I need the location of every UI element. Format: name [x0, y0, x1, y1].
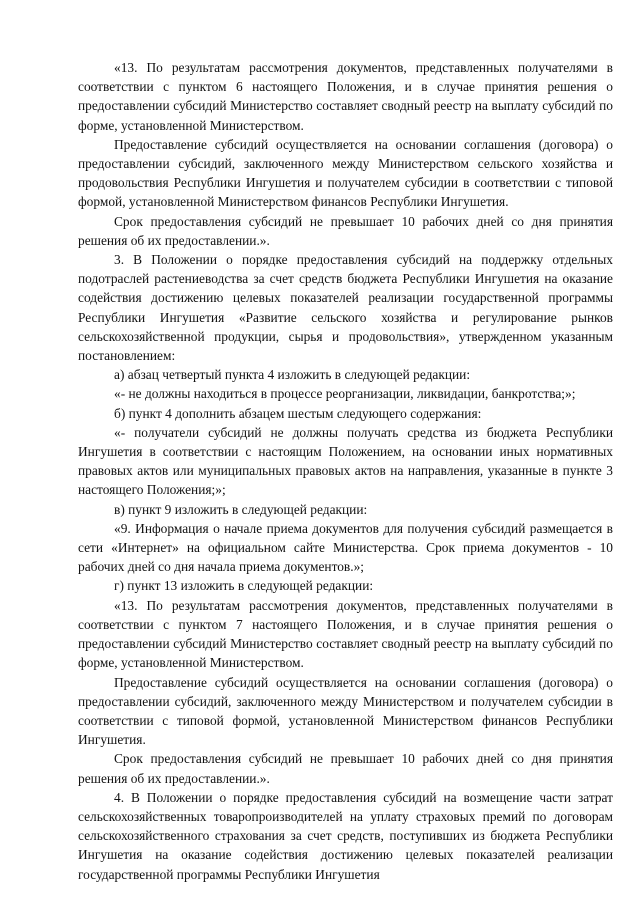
- paragraph-7: б) пункт 4 дополнить абзацем шестым следующего содержания:: [114, 405, 482, 421]
- paragraph-6: «- не должны находиться в процессе реорганизации, ликвидации, банкротства;»;: [114, 386, 576, 402]
- paragraph-10: «9. Информация о начале приема документов для получения субсидий размещается в сети «Интернет» на официальном сайте Министерства. Срок приема документов - 10 рабочих дней со дня начала приема документов.»;: [78, 520, 613, 575]
- paragraph-2: Предоставление субсидий осуществляется на основании соглашения (договора) о предоставлении субсидий, заключенного между Министерством сельского хозяйства и продовольствия Республики Ингушетия и получателем субсидии в соответствии с типовой формой, установленной Министерством финансов Республики Ингушетия.: [78, 136, 613, 210]
- paragraph-8: «- получатели субсидий не должны получать средства из бюджета Республики Ингушетия в соответствии с настоящим Положением, на основании иных нормативных правовых актов или муниципальных правовых актов на направления, указанные в пункте 3 настоящего Положения;»;: [78, 424, 613, 498]
- paragraph-4: 3. В Положении о порядке предоставления субсидий на поддержку отдельных подотраслей растениеводства за счет средств бюджета Республики Ингушетия на оказание содействия достижению целевых показателей реализации государственной программы Республики Ингушетия «Развитие сельского хозяйства и регулирование рынков сельскохозяйственной продукции, сырья и продовольствия», утвержденном указанным постановлением:: [78, 252, 613, 364]
- paragraph-9: в) пункт 9 изложить в следующей редакции:: [114, 501, 368, 517]
- paragraph-13: Предоставление субсидий осуществляется на основании соглашения (договора) о предоставлении субсидий, заключенного между Министерством и получателем субсидии в соответствии с типовой формой, установленной Министерством финансов Республики Ингушетия.: [78, 674, 613, 748]
- paragraph-1: «13. По результатам рассмотрения документов, представленных получателями в соответствии с пунктом 6 настоящего Положения, и в случае принятия решения о предоставлении субсидий Министерство составляет сводный реестр на выплату субсидий по форме, установленной Министерством.: [78, 60, 613, 133]
- paragraph-11: г) пункт 13 изложить в следующей редакции:: [114, 578, 374, 594]
- paragraph-12: «13. По результатам рассмотрения документов, представленных получателями в соответствии с пунктом 7 настоящего Положения, и в случае принятия решения о предоставлении субсидий Министерство составляет сводный реестр на выплату субсидий по форме, установленной Министерством.: [78, 597, 613, 671]
- document-page: [78, 58, 613, 884]
- paragraph-5: а) абзац четвертый пункта 4 изложить в следующей редакции:: [114, 367, 471, 383]
- paragraph-14: Срок предоставления субсидий не превышает 10 рабочих дней со дня принятия решения об их предоставлении.».: [78, 751, 613, 786]
- paragraph-15: 4. В Положении о порядке предоставления субсидий на возмещение части затрат сельскохозяйственных товаропроизводителей на уплату страховых премий по договорам сельскохозяйственного страхования за счет средств, поступивших из бюджета Республики Ингушетия на оказание содействия достижению целевых показателей реализации государственной программы Республики Ингушетия: [78, 789, 613, 882]
- paragraph-3: Срок предоставления субсидий не превышает 10 рабочих дней со дня принятия решения об их предоставлении.».: [78, 213, 613, 248]
